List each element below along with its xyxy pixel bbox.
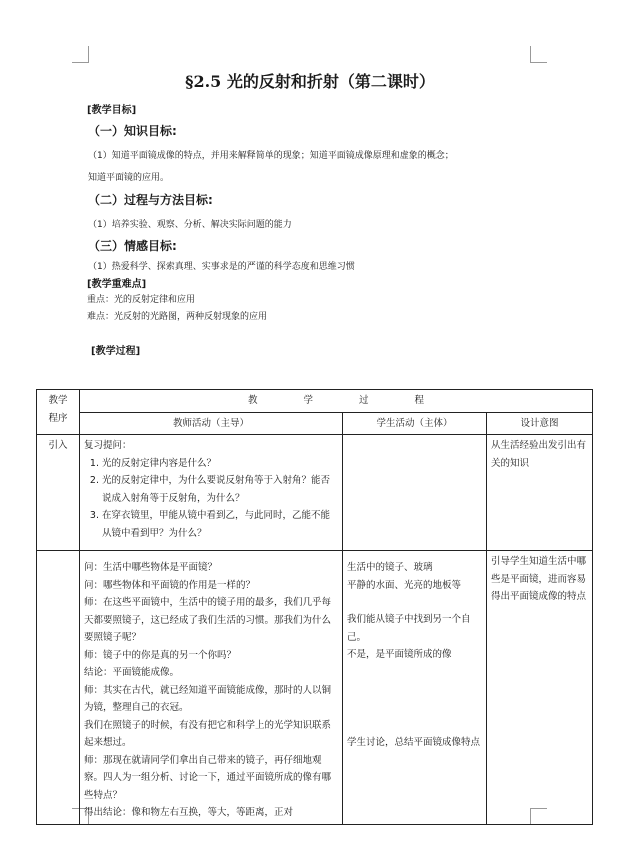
teacher-activity-cell xyxy=(80,435,343,551)
process-goal-line-1: （1）培养实验、观察、分析、解决实际问题的能力 xyxy=(88,220,292,230)
student-line: 不是，是平面镜所成的像 xyxy=(347,649,452,660)
teacher-line: 师：其实在古代，就已经知道平面镜能成像，那时的人以铜为镜，整理自己的衣冠。 xyxy=(84,684,332,713)
document-title: §2.5 光的反射和折射（第二课时） xyxy=(185,72,435,91)
review-question-intro: 复习提问： xyxy=(84,440,132,451)
table-row xyxy=(37,435,593,551)
emotion-goal-line-1: （1）热爱科学、探索真理、实事求是的严谨的科学态度和思维习惯 xyxy=(88,262,355,272)
teacher-line: 师：那现在就请同学们拿出自己带来的镜子，再仔细地观察。四人为一组分析、讨论一下，通过平面镜所成的像有哪些特点？ xyxy=(84,754,332,801)
teacher-line: 师：镜子中的你是真的另一个你吗？ xyxy=(84,649,237,661)
knowledge-goal-line-1: （1）知道平面镜成像的特点，并用来解释简单的现象；知道平面镜成像原理和虚象的概念； xyxy=(88,151,454,161)
teacher-line: 得出结论：像和物左右互换，等大，等距离，正对 xyxy=(84,807,294,818)
list-item: 1. 光的反射定律内容是什么？ xyxy=(102,455,338,473)
teacher-line: 我们在照镜子的时候，有没有把它和科学上的光学知识联系起来想过。 xyxy=(84,719,332,748)
knowledge-goals-heading: （一）知识目标: xyxy=(88,124,177,138)
teacher-activity-header: 教师活动（主导） xyxy=(80,412,343,435)
knowledge-goal-line-2: 知道平面镜的应用。 xyxy=(88,173,170,183)
process-title-char: 过 xyxy=(359,395,369,406)
crop-mark-top-left xyxy=(72,46,89,63)
key-points-heading: [教学重难点] xyxy=(87,279,147,290)
teacher-line: 问：生活中哪些物体是平面镜？ xyxy=(84,562,218,573)
sequence-header-line-1: 教学 xyxy=(48,395,68,406)
process-goals-heading: （二）过程与方法目标: xyxy=(88,193,213,207)
review-question-list xyxy=(84,455,338,543)
student-line: 平静的水面、光亮的地板等 xyxy=(347,579,462,591)
teaching-process-header xyxy=(80,390,593,413)
list-item: 3. 在穿衣镜里，甲能从镜中看到乙，与此同时，乙能不能从镜中看到甲？为什么？ xyxy=(102,507,338,542)
process-title-char: 学 xyxy=(303,395,313,406)
student-activity-cell xyxy=(343,551,487,825)
design-intent-header: 设计意图 xyxy=(487,412,593,435)
student-line: 学生讨论，总结平面镜成像特点 xyxy=(347,736,481,748)
teacher-line: 师：在这些平面镜中，生活中的镜子用的最多，我们几乎每天都要照镜子，这已经成了我们生活的习惯。那我们为什么要照镜子呢？ xyxy=(84,597,332,643)
process-title-char: 教 xyxy=(247,395,258,406)
emotion-goals-heading: （三）情感目标: xyxy=(88,239,177,253)
student-line: 生活中的镜子、玻璃 xyxy=(347,562,433,573)
row-sequence: 引入 xyxy=(37,435,80,551)
list-item: 2. 光的反射定律中，为什么要说反射角等于入射角？能否说成入射角等于反射角，为什么？ xyxy=(102,472,338,507)
table-row xyxy=(37,551,593,825)
student-line: 我们能从镜子中找到另一个自己。 xyxy=(347,614,471,643)
teacher-line: 问：哪些物体和平面镜的作用是一样的？ xyxy=(84,579,256,591)
crop-mark-top-right xyxy=(530,46,547,63)
teaching-process-heading: [教学过程] xyxy=(91,346,141,357)
sequence-header-line-2: 程序 xyxy=(48,412,68,424)
lesson-process-table xyxy=(36,389,593,825)
row-sequence xyxy=(37,551,80,825)
student-activity-header: 学生活动（主体） xyxy=(343,412,487,435)
sequence-column-header xyxy=(37,390,80,435)
key-point-line: 重点：光的反射定律和应用 xyxy=(87,295,196,305)
student-activity-cell xyxy=(343,435,487,551)
process-title-char: 程 xyxy=(414,395,425,406)
difficult-point-line: 难点：光反射的光路图，两种反射现象的应用 xyxy=(87,312,268,322)
design-intent-cell: 引导学生知道生活中哪些是平面镜，进而容易得出平面镜成像的特点 xyxy=(487,551,593,825)
teaching-goals-heading: [教学目标] xyxy=(87,105,137,116)
teacher-line: 结论：平面镜能成像。 xyxy=(84,667,180,678)
teacher-activity-cell xyxy=(80,551,343,825)
design-intent-cell: 从生活经验出发引出有关的知识 xyxy=(487,435,593,551)
